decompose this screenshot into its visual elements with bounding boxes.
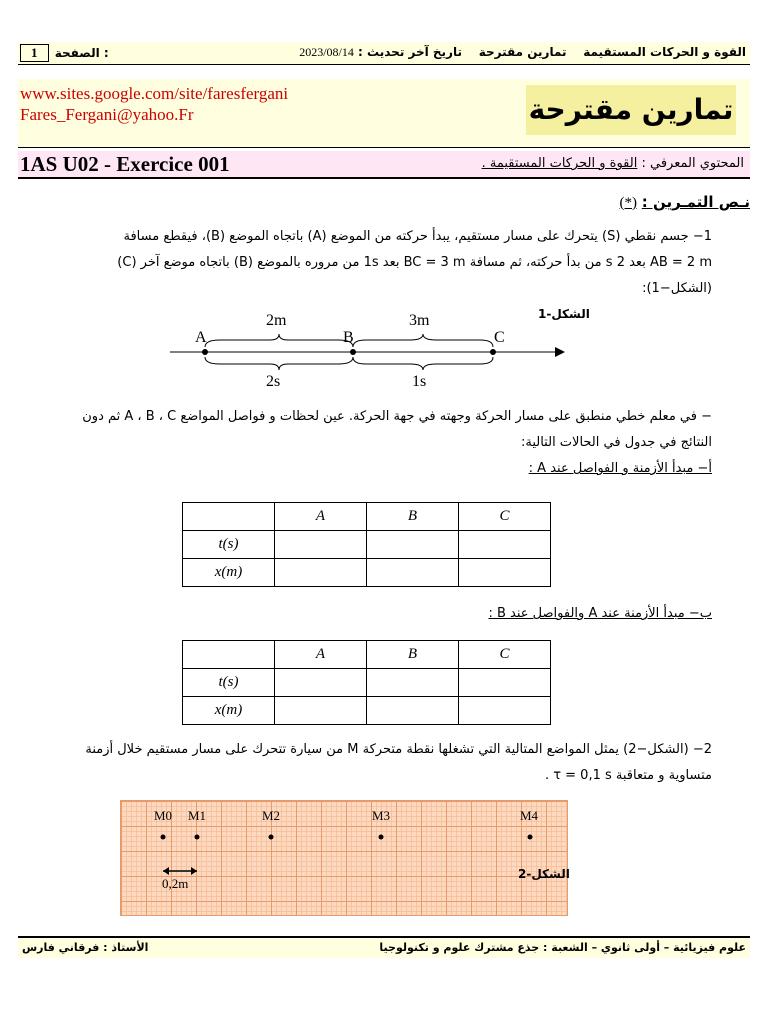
label-c: C — [494, 329, 505, 346]
table-b — [182, 640, 551, 725]
table-header-cell: A — [275, 503, 367, 531]
table-row — [183, 669, 551, 697]
case-b-label: ب− مبدأ الأزمنة عند A والفواصل عند B : — [488, 606, 712, 621]
table-header-cell: C — [459, 503, 551, 531]
q1b-line-1: − في معلم خطي منطبق على مسار الحركة وجهته في جهة الحركة. عين لحظات و فواصل المواضع A ، B ، C ثم دون — [82, 409, 712, 424]
label-b: B — [343, 329, 354, 346]
table-cell — [459, 669, 551, 697]
brace-bc-top — [353, 334, 493, 347]
table-header-row — [183, 503, 551, 531]
point-c-dot — [490, 349, 496, 355]
table-cell — [367, 669, 459, 697]
table-header-cell — [183, 503, 275, 531]
top-bar-section: تمارين مقترحة — [478, 45, 567, 59]
table-header-cell: A — [275, 641, 367, 669]
label-m3: M3 — [372, 808, 391, 823]
content-line — [482, 156, 744, 171]
table-header-cell — [183, 641, 275, 669]
label-m0: M0 — [154, 808, 173, 823]
q1b-line-2: النتائج في جدول في الحالات التالية: — [520, 435, 712, 450]
case-a-label: أ− مبدأ الأزمنة و الفواصل عند A : — [528, 461, 712, 476]
top-bar-title — [299, 45, 746, 60]
point-m0 — [161, 835, 166, 840]
time-ab: 2s — [266, 373, 281, 390]
time-bc: 1s — [412, 373, 427, 390]
table-cell — [367, 531, 459, 559]
table-cell — [275, 669, 367, 697]
point-m2 — [269, 835, 274, 840]
table-row — [183, 697, 551, 725]
top-bar — [18, 42, 750, 65]
dist-bc: 3m — [409, 312, 430, 329]
row-label-time: t(s) — [183, 531, 275, 559]
table-row — [183, 559, 551, 587]
table-header-cell: B — [367, 503, 459, 531]
table-cell — [275, 531, 367, 559]
table-cell — [275, 559, 367, 587]
heading-text: نـص التمـرين : — [641, 193, 750, 211]
scale-arrow-right-icon — [191, 867, 197, 875]
brace-bc-bottom — [353, 357, 493, 370]
dist-ab: 2m — [266, 312, 287, 329]
page-footer — [18, 936, 750, 958]
table-a — [182, 502, 551, 587]
footer-course: علوم فيزيائية – أولى ثانوي – الشعبة : جذع مشترك علوم و تكنولوجيا — [379, 941, 746, 954]
q1-line-2: AB = 2 m بعد 2 s من بدأ حركته، ثم مسافة BC = 3 m بعد 1s من مروره بالموضع (B) باتجاه موضع آخر (C) — [117, 255, 712, 270]
row-label-time: t(s) — [183, 669, 275, 697]
table-cell — [459, 531, 551, 559]
table-cell — [459, 559, 551, 587]
content-value: القوة و الحركات المستقيمة . — [481, 156, 638, 171]
page-title: تمارين مقترحة — [526, 85, 736, 135]
exercise-heading — [620, 193, 751, 212]
scale-label: 0,2m — [162, 876, 189, 891]
table-cell — [367, 697, 459, 725]
label-m4: M4 — [520, 808, 539, 823]
row-label-position: x(m) — [183, 559, 275, 587]
contact-links — [20, 83, 288, 125]
arrow-head-icon — [555, 347, 565, 357]
row-label-position: x(m) — [183, 697, 275, 725]
q1-line-1: 1− جسم نقطي (S) يتحرك على مسار مستقيم، يبدأ حركته من الموضع (A) باتجاه الموضع (B)، فيقطع مسافة — [123, 229, 712, 244]
table-cell — [459, 697, 551, 725]
table-header-cell: B — [367, 641, 459, 669]
q1-line-3: (الشكل−1): — [642, 281, 712, 296]
case-a-line — [22, 456, 712, 482]
label-m2: M2 — [262, 808, 281, 823]
table-cell — [275, 697, 367, 725]
q2-line-2: متساوية و متعاقبة τ = 0,1 s . — [544, 768, 712, 783]
table-header-cell: C — [459, 641, 551, 669]
subject-bar — [18, 151, 750, 179]
case-b-line — [22, 601, 712, 627]
brace-ab-bottom — [205, 357, 353, 370]
page-label: الصفحة : — [54, 46, 109, 60]
email-link[interactable]: Fares_Fergani@yahoo.Fr — [20, 105, 194, 124]
point-m1 — [195, 835, 200, 840]
update-label: تاريخ آخر تحديث : — [358, 45, 462, 59]
brace-ab-top — [205, 334, 353, 347]
top-bar-subject: القوة و الحركات المستقيمة — [583, 45, 746, 59]
figure-2-label: الشكل-2 — [518, 867, 570, 881]
point-m4 — [528, 835, 533, 840]
difficulty: (*) — [619, 195, 637, 211]
scale-arrow-left-icon — [163, 867, 169, 875]
exercise-code: 1AS U02 - Exercice 001 — [20, 152, 230, 176]
point-b-dot — [350, 349, 356, 355]
page-header — [18, 79, 750, 148]
table-header-row — [183, 641, 551, 669]
point-a-dot — [202, 349, 208, 355]
label-m1: M1 — [188, 808, 207, 823]
footer-teacher: الأستاذ : فرقاني فارس — [22, 941, 149, 954]
figure-2 — [120, 800, 570, 914]
table-cell — [367, 559, 459, 587]
update-date: 2023/08/14 — [299, 45, 354, 59]
table-row — [183, 531, 551, 559]
label-a: A — [195, 329, 207, 346]
website-link[interactable]: www.sites.google.com/site/faresfergani — [20, 84, 289, 103]
point-m3 — [379, 835, 384, 840]
figure-1 — [160, 300, 590, 395]
page-number: 1 — [20, 44, 49, 62]
page-indicator — [20, 44, 109, 62]
figure-1-label: الشكل-1 — [538, 307, 590, 321]
q2-line-1: 2− (الشكل−2) يمثل المواضع المتالية التي تشغلها نقطة متحركة M من سيارة تتحرك على مسار مستقيم خلال أزمنة — [85, 742, 712, 757]
content-label: المحتوي المعرفي : — [641, 156, 744, 171]
